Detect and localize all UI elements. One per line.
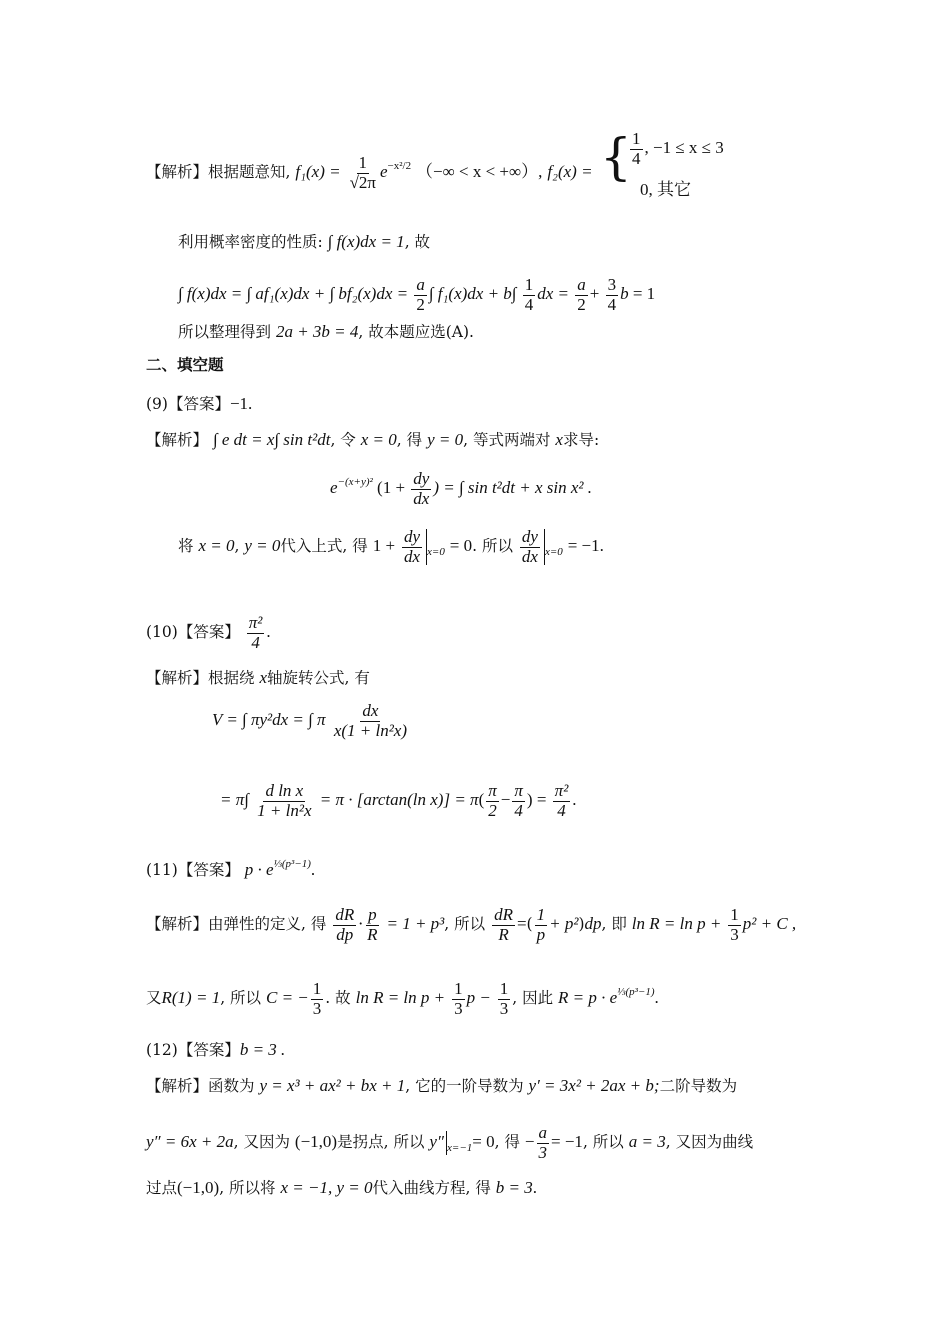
case-brace: { (600, 128, 632, 186)
q12-answer: (12)【答案】b = 3 . (146, 1040, 286, 1059)
property-line: 利用概率密度的性质: ∫ f(x)dx = 1, 故 (178, 232, 431, 251)
q8-analysis-line: 【解析】根据题意知, f₁(x) = $\frac{1}{√2\pi}$ $e^{-x^2/2}$ （−∞ < x < +∞）, f₂(x) = (146, 153, 593, 192)
q10-evaluation-eq: = π∫ $\frac{\text{d ln x}}{\text{1 + ln²x}}$ = π · [arctan(ln x)] = π( $\frac{\pi}{2}$ − $\frac{\pi}{4}$ ) = $\frac{\text{π²}}{4}$ . (220, 781, 577, 820)
q9-derivative-eq: $e^{-(x+y)^2}$ (1 + $\frac{dy}{dx}$ ) = ∫ sin t²dt + x sin x² . (330, 469, 592, 508)
f2-case-2: 0, 其它 (640, 180, 691, 199)
q10-analysis-line: 【解析】根据绕 x轴旋转公式, 有 (146, 668, 370, 687)
conclusion-line: 所以整理得到 2a + 3b = 4, 故本题应选(A). (178, 322, 474, 341)
q9-analysis-line: 【解析】 ∫ e dt = x∫ sin t²dt, 令 x = 0, 得 y = 0, 等式两端对 x求导: (146, 430, 600, 449)
fraction: $\frac{1}{√2\pi}$ (349, 153, 376, 192)
q10-volume-eq: V = ∫ πy²dx = ∫ π $\frac{dx}{\text{x(1 + ln²x)}}$ (212, 701, 408, 740)
section-heading: 二、填空题 (146, 355, 224, 374)
q9-substitution-line: 将 x = 0, y = 0代入上式, 得 1 + $\frac{dy}{dx}$ $_{x=0}$ = 0. 所以 $\frac{dy}{dx}$ $_{x=0}$ = −1. (178, 527, 604, 566)
q11-result-line: 又R(1) = 1, 所以 C = − $\frac{1}{3}$ . 故 ln R = ln p + $\frac{1}{3}$ p − $\frac{1}{3}$ , 因此 $R = p \cdot e^{\frac{1}{3}(p^3-1)}$. (146, 979, 659, 1018)
q11-analysis-line: 【解析】由弹性的定义, 得 $\frac{dR}{dp}$ · $\frac{p}{R}$ = 1 + p³, 所以 $\frac{dR}{R}$ =( $\frac{1}{p}$ + p²)dp, 即 ln R = ln p + $\frac{1}{3}$ p² + C , (146, 905, 797, 944)
q12-analysis-line-2: y″ = 6x + 2a, 又因为 (−1,0)是拐点, 所以 y″ $_{x=-1}$= 0, 得 − $\frac{a}{3}$ = −1, 所以 a = 3, 又因为曲线 (146, 1123, 754, 1162)
integral-equation: ∫ f(x)dx = ∫ af₁(x)dx + ∫ bf₂(x)dx = $\frac{a}{2}$ ∫ f₁(x)dx + b∫ $\frac{1}{4}$ dx = $\frac{a}{2}$ + $\frac{3}{4}$ b = 1 (178, 275, 656, 314)
q10-answer: (10)【答案】 $\frac{\text{π²}}{4}$ . (146, 613, 271, 652)
q12-analysis-line-3: 过点(−1,0), 所以将 x = −1, y = 0代入曲线方程, 得 b = 3. (146, 1178, 538, 1197)
q11-answer: (11)【答案】 $p \cdot e^{\frac{1}{3}(p^3-1)}$. (146, 858, 316, 879)
f2-case-1: $\frac{1}{4}$ , −1 ≤ x ≤ 3 (632, 129, 724, 168)
q12-analysis-line-1: 【解析】函数为 y = x³ + ax² + bx + 1, 它的一阶导数为 y′ = 3x² + 2ax + b;二阶导数为 (146, 1076, 738, 1095)
analysis-label: 【解析】 (146, 163, 209, 182)
q9-answer: (9)【答案】−1. (146, 394, 253, 413)
